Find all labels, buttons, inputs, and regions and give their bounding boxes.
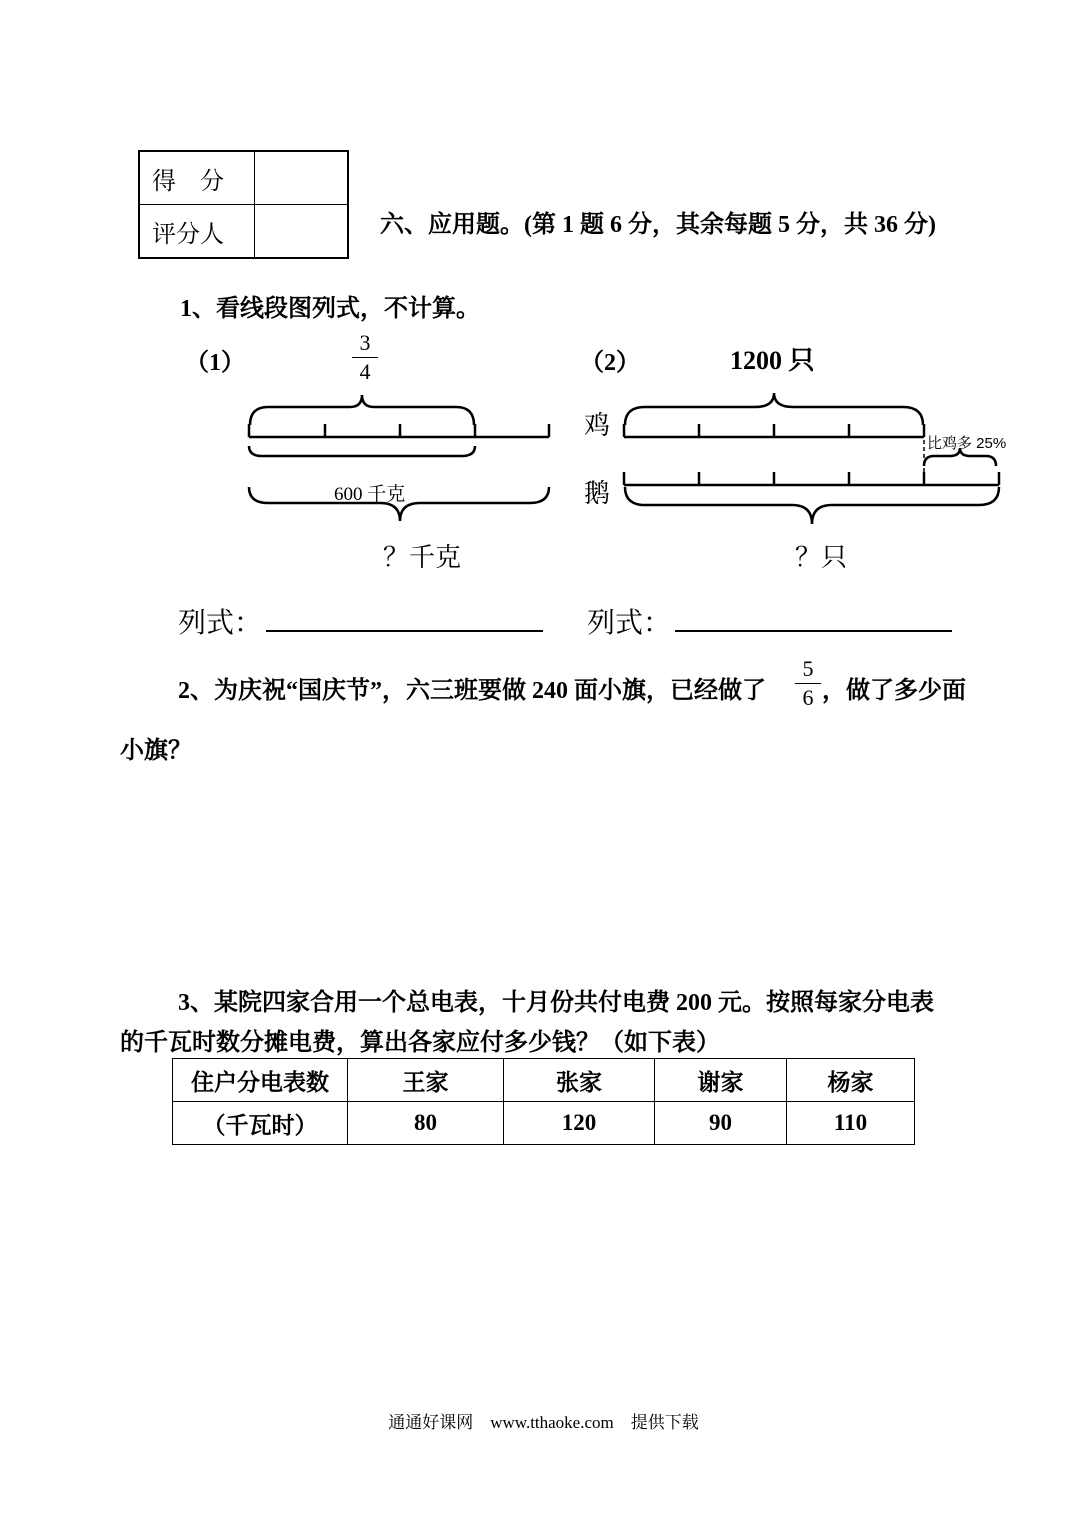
fraction-bar [795,683,821,684]
brace-under [249,446,475,456]
table-cell: 张家 [504,1059,655,1102]
footer: 通通好课网 www.tthaoke.com 提供下载 [388,1413,699,1432]
fraction-denominator: 6 [802,685,814,710]
fraction-denominator: 4 [359,359,371,384]
q1-part1-unknown: ？千克 [383,543,462,572]
q1-formula-label-2: 列式： [587,608,672,639]
q3-line1: 3、某院四家合用一个总电表，十月份共付电费 200 元。按照每家分电表 [178,990,934,1016]
answer-line-2 [675,630,952,632]
table-cell: 谢家 [655,1059,787,1102]
q1-part2-note: 比鸡多 25% [927,435,1007,452]
brace-total-chickens [625,393,923,425]
table-cell: 110 [787,1102,915,1145]
table-cell: 杨家 [787,1059,915,1102]
q1-part2-unknown: ？只 [795,543,848,572]
table-cell: 90 [655,1102,787,1145]
q1-part2-label: （2） [580,350,640,376]
q1-prompt: 1、看线段图列式，不计算。 [180,296,480,322]
table-cell: 王家 [348,1059,504,1102]
q1-formula-label-1: 列式： [178,608,263,639]
table-cell: 80 [348,1102,504,1145]
diagram-2 [624,393,999,524]
segment-diagrams [0,0,1087,600]
q1-part1-label: （1） [185,350,245,376]
fraction-numerator: 3 [359,330,371,355]
table-row [173,1102,915,1145]
q2-text-after: ，做了多少面 [822,678,966,704]
q2-text-before: 2、为庆祝“国庆节”，六三班要做 240 面小旗，已经做了 [178,678,766,704]
electricity-table [172,1058,915,1145]
table-row [173,1059,915,1102]
q1-part2-total: 1200 只 [730,346,815,375]
table-cell: （千瓦时） [173,1102,348,1145]
q1-row-chicken: 鸡 [584,411,611,440]
grader-label: 评分人 [139,205,255,259]
score-label: 得 分 [139,151,255,205]
answer-line-1 [266,630,543,632]
q3-line2: 的千瓦时数分摊电费，算出各家应付多少钱？（如下表） [120,1030,720,1056]
q2-text-line2: 小旗？ [120,738,192,764]
table-cell: 住户分电表数 [173,1059,348,1102]
q1-row-goose: 鹅 [584,479,611,508]
brace-total-geese [625,487,999,524]
section-title: 六、应用题。(第 1 题 6 分，其余每题 5 分，共 36 分) [380,212,936,238]
brace-three-quarters [250,395,474,425]
fraction-numerator: 5 [802,656,814,681]
table-cell: 120 [504,1102,655,1145]
q1-part1-known: 600 千克 [334,484,406,505]
q2-fraction [793,657,823,710]
